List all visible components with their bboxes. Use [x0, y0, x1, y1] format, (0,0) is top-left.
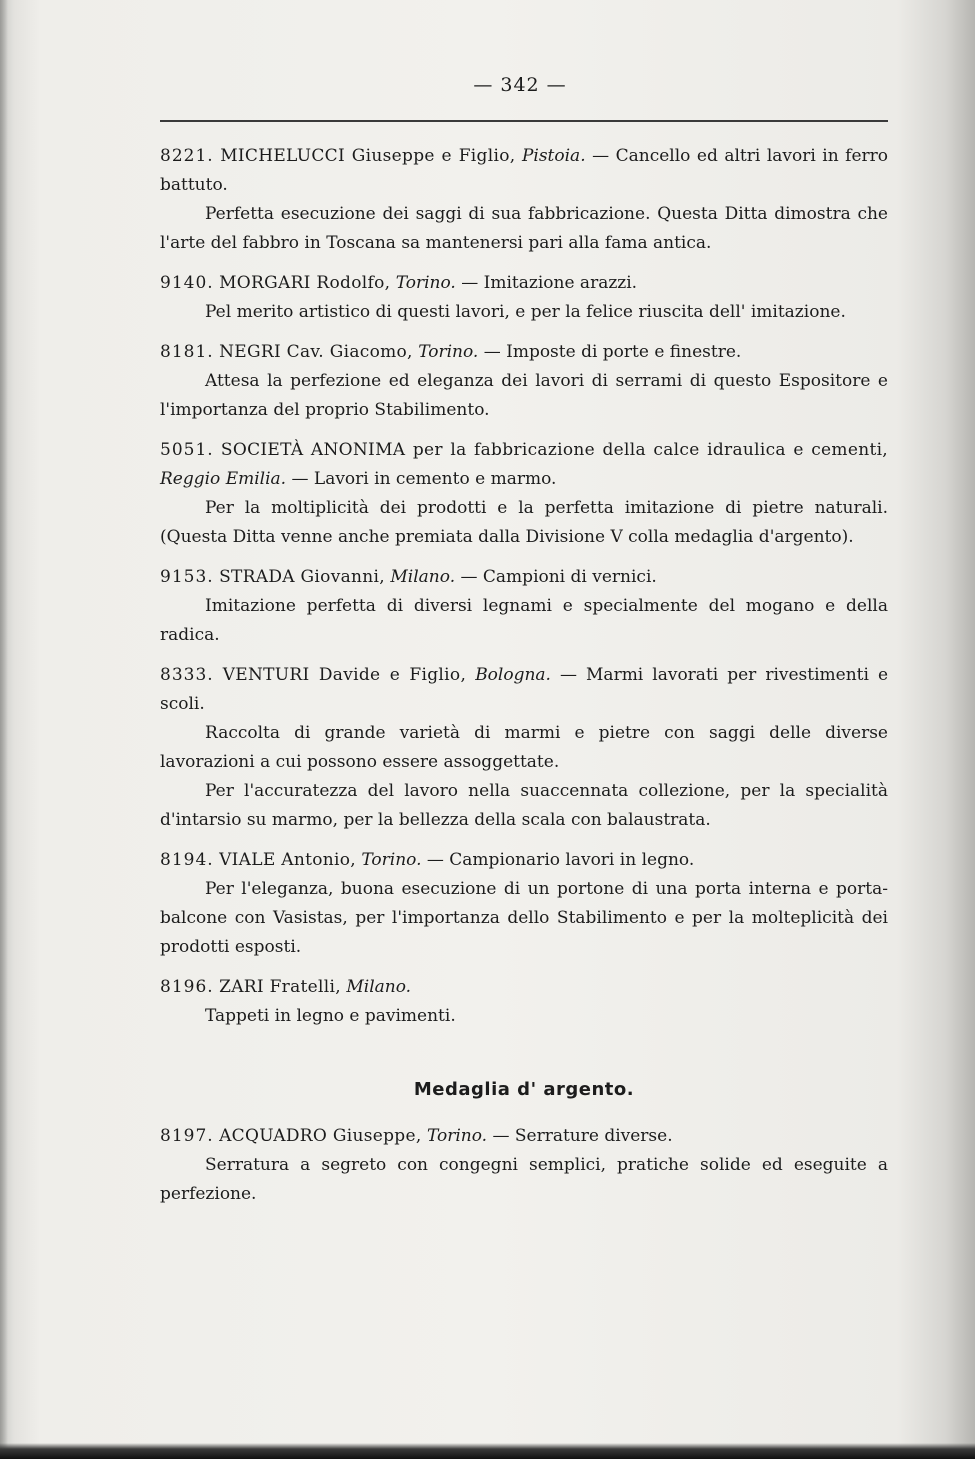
exhibit-item: — Serrature diverse. [492, 1126, 673, 1146]
section-title: Medaglia d' argento. [413, 1079, 635, 1100]
award-entry [160, 1122, 888, 1209]
award-entry [160, 269, 888, 327]
entry-heading [160, 563, 888, 592]
exhibit-item: — Campionario lavori in legno. [426, 850, 695, 870]
page-content [160, 142, 888, 1220]
entry-number: 9140. [160, 273, 214, 293]
exhibitor-name: MICHELUCCI Giuseppe e Figlio, [220, 146, 516, 166]
entry-motivation: Perfetta esecuzione dei saggi di sua fabbricazione. Questa Ditta dimostra che l'arte del fabbro in Toscana sa mantenersi pari alla fama antica. [160, 204, 888, 253]
entry-motivation: Pel merito artistico di questi lavori, e per la felice riuscita dell' imitazione. [205, 302, 846, 322]
exhibit-item: — Campioni di vernici. [460, 567, 657, 587]
entry-motivation: Serratura a segreto con congegni semplici, pratiche solide ed eseguite a perfezione. [160, 1155, 888, 1204]
award-entry [160, 661, 888, 835]
entry-number: 5051. [160, 440, 214, 460]
entry-motivation: Attesa la perfezione ed eleganza dei lavori di serrami di questo Espositore e l'importanza del proprio Stabilimento. [160, 371, 888, 420]
exhibitor-name: NEGRI Cav. Giacomo, [219, 342, 413, 362]
entry-number: 8194. [160, 850, 214, 870]
exhibit-item: — Cancello ed altri lavori in ferro battuto. [160, 146, 889, 195]
entry-motivation: Raccolta di grande varietà di marmi e pietre con saggi delle diverse lavorazioni a cui possono essere assoggettate. [160, 723, 888, 772]
award-entry [160, 142, 888, 258]
entry-number: 8221. [160, 146, 214, 166]
exhibit-item: — Imposte di porte e finestre. [483, 342, 742, 362]
entry-heading [160, 269, 888, 298]
entry-motivation: Imitazione perfetta di diversi legnami e specialmente del mogano e della radica. [160, 596, 888, 645]
exhibitor-city: Torino. [395, 273, 456, 293]
exhibitor-city: Milano. [346, 977, 412, 997]
award-entry [160, 846, 888, 962]
entry-heading [160, 436, 888, 494]
exhibitor-city: Torino. [426, 1126, 488, 1146]
entry-heading [160, 142, 888, 200]
entry-heading [160, 661, 888, 719]
exhibit-item: — Lavori in cemento e marmo. [291, 469, 557, 489]
page-number: — 342 — [473, 74, 567, 96]
exhibit-item: — Marmi lavorati per rivestimenti e scoli. [160, 665, 889, 714]
award-list [160, 142, 888, 1031]
entry-motivation: Per l'accuratezza del lavoro nella suaccennata collezione, per la specialità d'intarsio su marmo, per la bellezza della scala con balaustrata. [160, 781, 888, 830]
exhibitor-city: Bologna. [475, 665, 551, 685]
header-rule [160, 120, 888, 122]
exhibitor-name: ZARI Fratelli, [219, 977, 341, 997]
exhibitor-city: Milano. [390, 567, 456, 587]
entry-heading [160, 338, 888, 367]
award-entry [160, 563, 888, 650]
exhibitor-city: Pistoia. [521, 146, 586, 166]
award-entry [160, 338, 888, 425]
entry-heading [160, 1122, 888, 1151]
exhibitor-name: ACQUADRO Giuseppe, [219, 1126, 422, 1146]
entry-number: 8197. [160, 1126, 214, 1146]
entry-motivation: Tappeti in legno e pavimenti. [205, 1006, 456, 1026]
entry-motivation: Per l'eleganza, buona esecuzione di un portone di una porta interna e porta-balcone con Vasistas, per l'importanza dello Stabilimento e per la molteplicità dei prodotti esposti. [160, 879, 888, 957]
exhibitor-name: STRADA Giovanni, [219, 567, 385, 587]
exhibitor-city: Torino. [418, 342, 479, 362]
entry-heading [160, 846, 888, 875]
award-list-silver [160, 1122, 888, 1209]
entry-motivation: Per la moltiplicità dei prodotti e la perfetta imitazione di pietre naturali. (Questa Ditta venne anche premiata dalla Divisione V colla medaglia d'argento). [160, 498, 888, 547]
entry-number: 8181. [160, 342, 214, 362]
entry-heading [160, 973, 888, 1002]
award-entry [160, 973, 888, 1031]
exhibitor-city: Reggio Emilia. [160, 469, 287, 489]
exhibit-item: — Imitazione arazzi. [461, 273, 638, 293]
entry-number: 9153. [160, 567, 214, 587]
exhibitor-name: VIALE Antonio, [219, 850, 356, 870]
page-left-shadow [0, 0, 8, 1459]
award-entry [160, 436, 888, 552]
exhibitor-name: MORGARI Rodolfo, [219, 273, 391, 293]
entry-number: 8333. [160, 665, 214, 685]
entry-number: 8196. [160, 977, 214, 997]
exhibitor-city: Torino. [361, 850, 422, 870]
exhibitor-name: SOCIETÀ ANONIMA per la fabbricazione della calce idraulica e cementi, [220, 440, 889, 460]
page-bottom-edge [0, 1443, 975, 1459]
exhibitor-name: VENTURI Davide e Figlio, [222, 665, 467, 685]
